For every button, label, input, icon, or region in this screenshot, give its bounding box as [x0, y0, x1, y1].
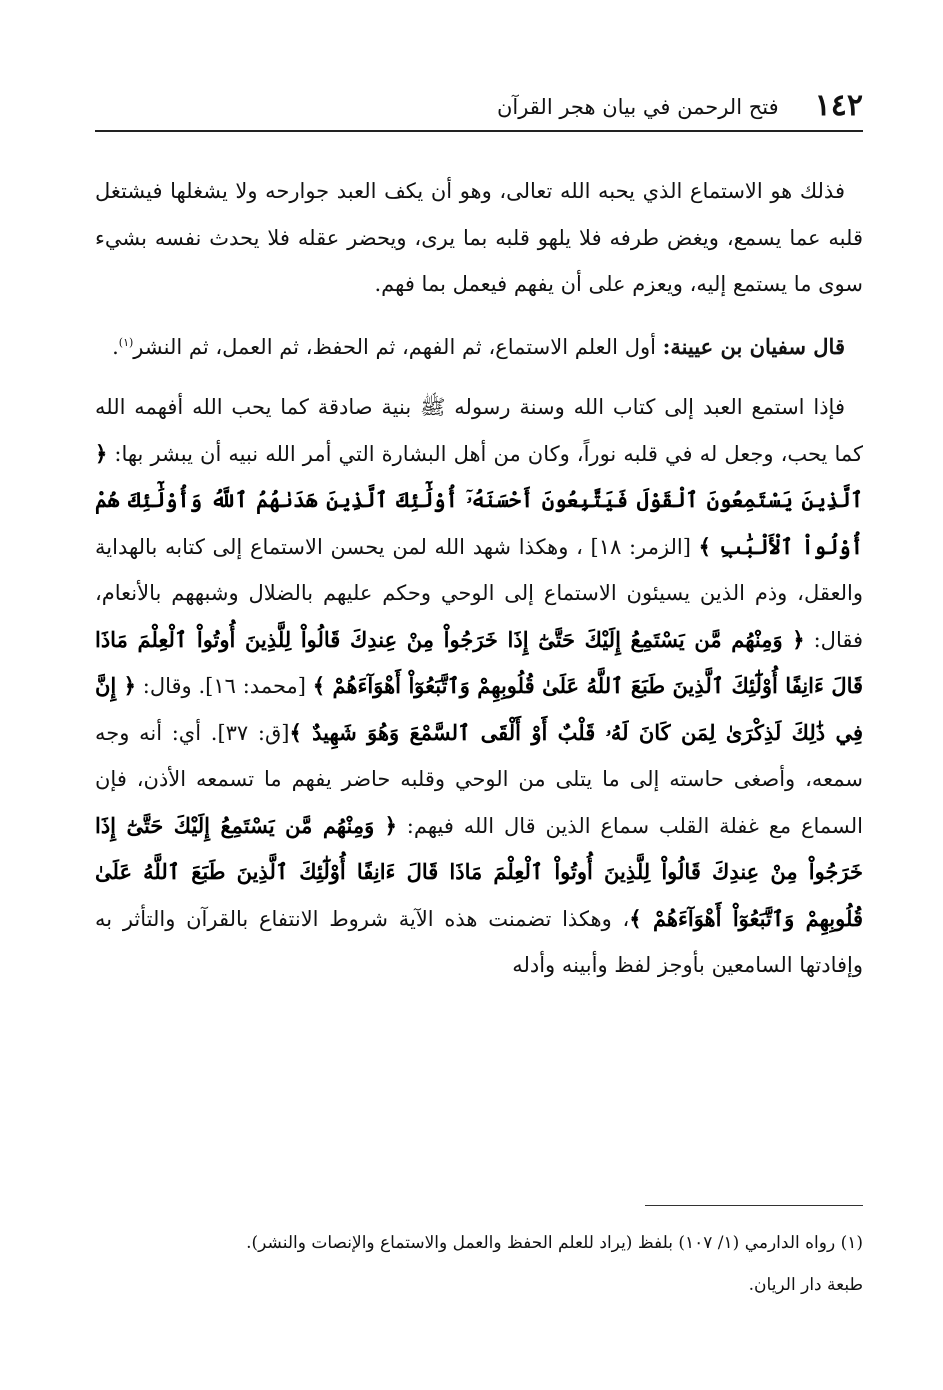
- paragraph-2: [95, 320, 863, 371]
- page-header: [95, 82, 863, 124]
- footnote-ref: (١): [118, 335, 134, 349]
- text-segment: [ق: ٣٧]. أي: أنه وجه سمعه، وأصغى حاسته إلى ما يتلى من الوحي وقلبه حاضر يفهم ما تسمعه الأذن، فإن السماع مع غفلة القلب سماع الذين قال الله فيهم:: [95, 720, 863, 838]
- running-title: فتح الرحمن في بيان هجر القرآن: [496, 95, 779, 119]
- quote-text: أول العلم الاستماع، ثم الفهم، ثم الحفظ، ثم العمل، ثم النشر: [133, 334, 663, 359]
- quran-verse-1: ﴿ ٱلَّذِينَ يَسْتَمِعُونَ ٱلْقَوْلَ فَيَتَّبِعُونَ أَحْسَنَهُۥٓ أُوْلَٰٓئِكَ ٱلَّذِينَ هَدَىٰهُمُ ٱللَّهُ وَأُوْلَٰٓئِكَ هُمْ أُوْلُواْ ٱلْأَلْبَٰبِ ﴾: [95, 440, 864, 559]
- paragraph-1: فذلك هو الاستماع الذي يحبه الله تعالى، وهو أن يكف العبد جوارحه ولا يشغلها فيشتغل قلبه عما يسمع، ويغض طرفه فلا يلهو قلبه بما يرى، ويحضر عقله فلا يحدث نفسه بشيء سوى ما يستمع إليه، ويعزم على أن يفهم فيعمل بما فهم.: [95, 179, 863, 296]
- text-segment: [الزمر: ١٨] ، وهكذا شهد الله لمن يحسن الاستماع إلى كتابه بالهداية والعقل، وذم الذين يسيئون الاستماع إلى الوحي وحكم عليهم بالضلال وشبههم بالأنعام، فقال:: [95, 534, 863, 652]
- page-number: ١٤٢: [814, 88, 863, 123]
- main-text: [95, 168, 863, 989]
- header-divider: [95, 130, 863, 132]
- quote-end: .: [112, 334, 119, 359]
- paragraph-3: [95, 384, 863, 989]
- footnote-line-1: (١) رواه الدارمي (١/ ١٠٧) بلفظ (يراد للعلم الحفظ والعمل والاستماع والإنصات والنشر).: [246, 1233, 863, 1253]
- footnote-divider: [645, 1205, 863, 1206]
- footnote-line-2: طبعة دار الريان.: [748, 1275, 863, 1295]
- text-segment: [محمد: ١٦]. وقال:: [136, 674, 313, 698]
- footnote: [95, 1222, 863, 1306]
- text-segment: ، وهكذا تضمنت هذه الآية شروط الانتفاع بالقرآن والتأثر به وإفادتها السامعين بأوجز لفظ وأبينه وأدله: [95, 906, 863, 977]
- quran-verse-2: ﴿ وَمِنْهُم مَّن يَسْتَمِعُ إِلَيْكَ حَتَّىٰٓ إِذَا خَرَجُواْ مِنْ عِندِكَ قَالُواْ لِلَّذِينَ أُوتُواْ ٱلْعِلْمَ مَاذَا قَالَ ءَانِفًا أُوْلَٰٓئِكَ ٱلَّذِينَ طَبَعَ ٱللَّهُ عَلَىٰ قُلُوبِهِمْ وَٱتَّبَعُوٓاْ أَهْوَآءَهُمْ ﴾: [95, 626, 864, 698]
- quran-verse-4: ﴿ وَمِنْهُم مَّن يَسْتَمِعُ إِلَيْكَ حَتَّىٰٓ إِذَا خَرَجُواْ مِنْ عِندِكَ قَالُواْ لِلَّذِينَ أُوتُواْ ٱلْعِلْمَ مَاذَا قَالَ ءَانِفًا أُوْلَٰٓئِكَ ٱلَّذِينَ طَبَعَ ٱللَّهُ عَلَىٰ قُلُوبِهِمْ وَٱتَّبَعُوٓاْ أَهْوَآءَهُمْ ﴾: [95, 812, 863, 931]
- text-segment: فإذا استمع العبد إلى كتاب الله وسنة رسوله ﷺ بنية صادقة كما يحب الله أفهمه الله كما يحب، وجعل له في قلبه نوراً، وكان من أهل البشارة التي أمر الله نبيه أن يبشر بها:: [95, 395, 864, 466]
- quran-verse-3: ﴿ إِنَّ فِي ذَٰلِكَ لَذِكْرَىٰ لِمَن كَانَ لَهُۥ قَلْبٌ أَوْ أَلْقَى ٱلسَّمْعَ وَهُوَ شَهِيدٌ ﴾: [95, 673, 863, 745]
- quote-speaker: قال سفيان بن عيينة:: [662, 333, 845, 359]
